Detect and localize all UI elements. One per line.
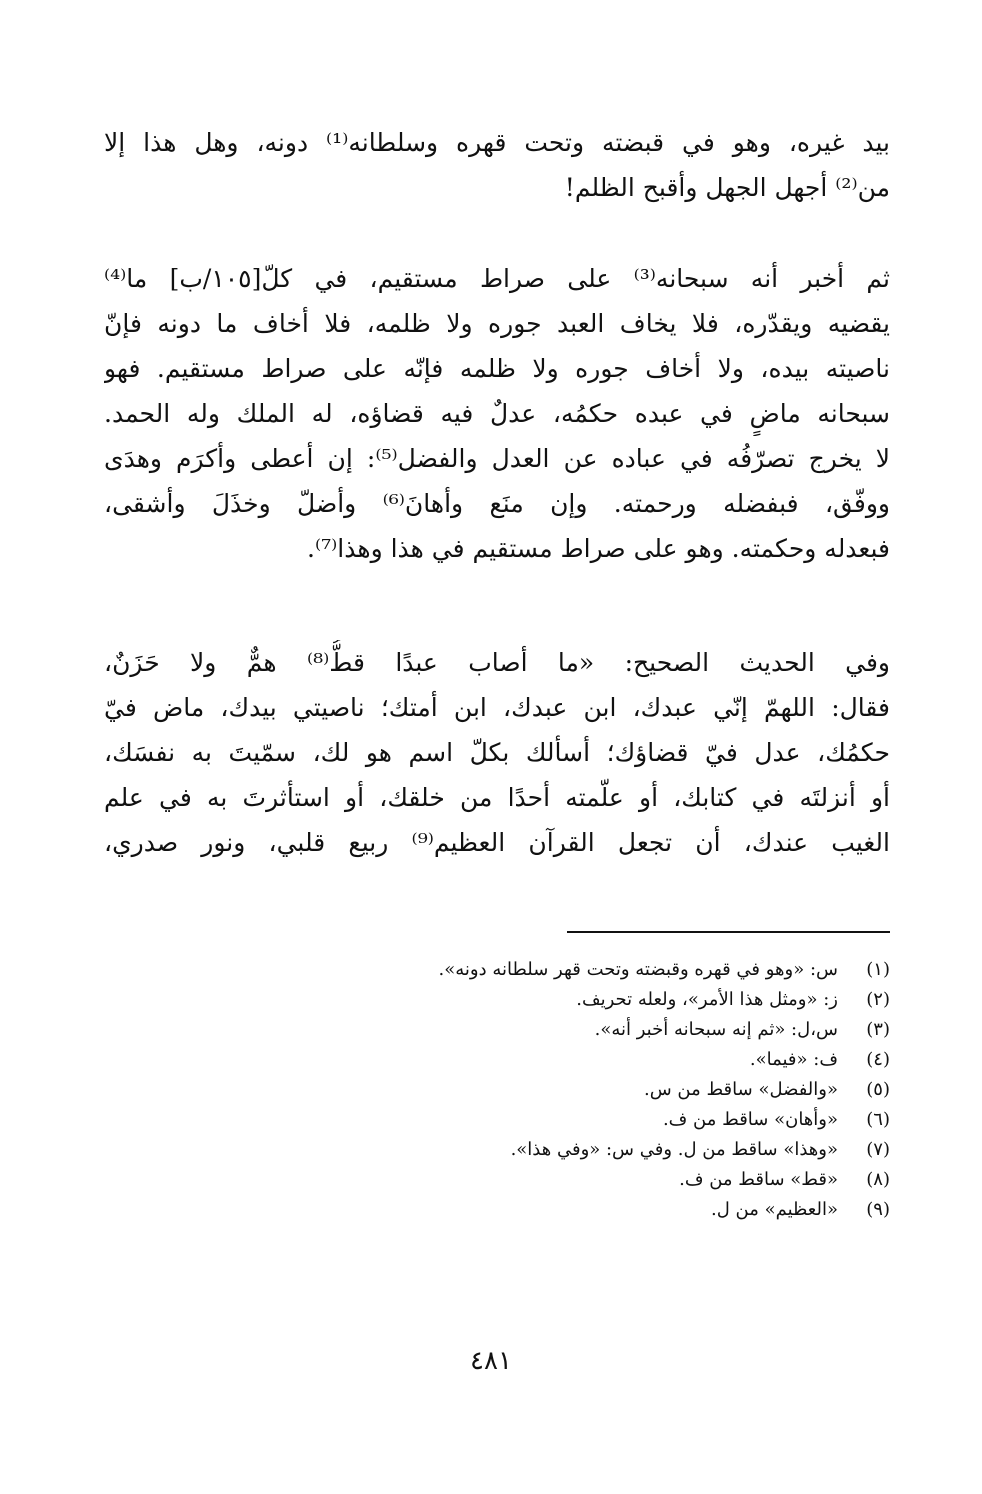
text-line: ثم أخبر أنه سبحانه⁽³⁾ على صراط مستقيم، في كلّ[١٠٥/ب] ما⁽⁴⁾ — [104, 264, 890, 293]
text-line: لا يخرج تصرّفُه في عباده عن العدل والفضل⁽⁵⁾: إن أعطى وأكرَم وهدَى — [104, 444, 890, 473]
text-line: من⁽²⁾ أجهل الجهل وأقبح الظلم! — [564, 173, 890, 202]
footnote-text: «وأهان» ساقط من ف. — [662, 1109, 838, 1130]
text-line: فقال: اللهمّ إنّي عبدك، ابن عبدك، ابن أمتك؛ ناصيتي بيدك، ماض فيّ — [104, 693, 890, 722]
footnotes — [300, 955, 890, 1225]
text-line: الغيب عندك، أن تجعل القرآن العظيم⁽⁹⁾ ربيع قلبي، ونور صدري، — [104, 828, 890, 857]
footnote-number: (٤) — [866, 1049, 890, 1070]
footnote — [300, 1045, 890, 1075]
footnote — [300, 985, 890, 1015]
text-line: فبعدله وحكمته. وهو على صراط مستقيم في هذا وهذا⁽⁷⁾. — [307, 534, 890, 563]
footnote-text: «والفضل» ساقط من س. — [643, 1079, 838, 1100]
text-line: وفي الحديث الصحيح: «ما أصاب عبدًا قطُّ⁽⁸⁾ همٌّ ولا حَزَنٌ، — [104, 648, 890, 677]
footnote-text: «وهذا» ساقط من ل. وفي س: «وفي هذا». — [510, 1139, 838, 1160]
text-line: حكمُك، عدل فيّ قضاؤك؛ أسألك بكلّ اسم هو لك، سمّيتَ به نفسَك، — [104, 738, 890, 767]
footnote-number: (١) — [866, 959, 890, 980]
footnote-number: (٧) — [866, 1139, 890, 1160]
footnote — [300, 1075, 890, 1105]
footnote-text: «العظيم» من ل. — [711, 1199, 838, 1220]
text-line: أو أنزلتَه في كتابك، أو علّمته أحدًا من خلقك، أو استأثرتَ به في علم — [104, 783, 890, 812]
text-line: بيد غيره، وهو في قبضته وتحت قهره وسلطانه⁽¹⁾ دونه، وهل هذا إلا — [104, 128, 890, 157]
text-line: ووفّق، فبفضله ورحمته. وإن منَع وأهانَ⁽⁶⁾ وأضلّ وخذَلَ وأشقى، — [104, 489, 890, 518]
footnote — [300, 1105, 890, 1135]
footnote-text: س: «وهو في قهره وقبضته وتحت قهر سلطانه دونه». — [438, 959, 838, 980]
footnote-separator — [567, 931, 890, 933]
footnote-number: (٨) — [866, 1169, 890, 1190]
text-line: يقضيه ويقدّره، فلا يخاف العبد جوره ولا ظلمه، فلا أخاف ما دونه فإنّ — [104, 309, 890, 338]
footnote-text: ف: «فيما». — [749, 1049, 838, 1070]
footnote-text: «قط» ساقط من ف. — [679, 1169, 838, 1190]
footnote-number: (٩) — [866, 1199, 890, 1220]
text-line: سبحانه ماضٍ في عبده حكمُه، عدلٌ فيه قضاؤه، له الملك وله الحمد. — [104, 399, 890, 428]
footnote-text: س،ل: «ثم إنه سبحانه أخبر أنه». — [594, 1019, 838, 1040]
footnote — [300, 1195, 890, 1225]
footnote — [300, 1015, 890, 1045]
paragraph-2 — [104, 256, 890, 571]
footnote-number: (٢) — [866, 989, 890, 1010]
page-number: ٤٨١ — [470, 1346, 512, 1376]
footnote-number: (٥) — [866, 1079, 890, 1100]
footnote-number: (٦) — [866, 1109, 890, 1130]
footnote-text: ز: «ومثل هذا الأمر»، ولعله تحريف. — [576, 989, 838, 1010]
text-line: ناصيته بيده، ولا أخاف جوره ولا ظلمه فإنّه على صراط مستقيم. فهو — [104, 354, 890, 383]
paragraph-3 — [104, 640, 890, 865]
footnote — [300, 955, 890, 985]
paragraph-1 — [104, 120, 890, 210]
footnote — [300, 1165, 890, 1195]
footnote — [300, 1135, 890, 1165]
footnote-number: (٣) — [866, 1019, 890, 1040]
